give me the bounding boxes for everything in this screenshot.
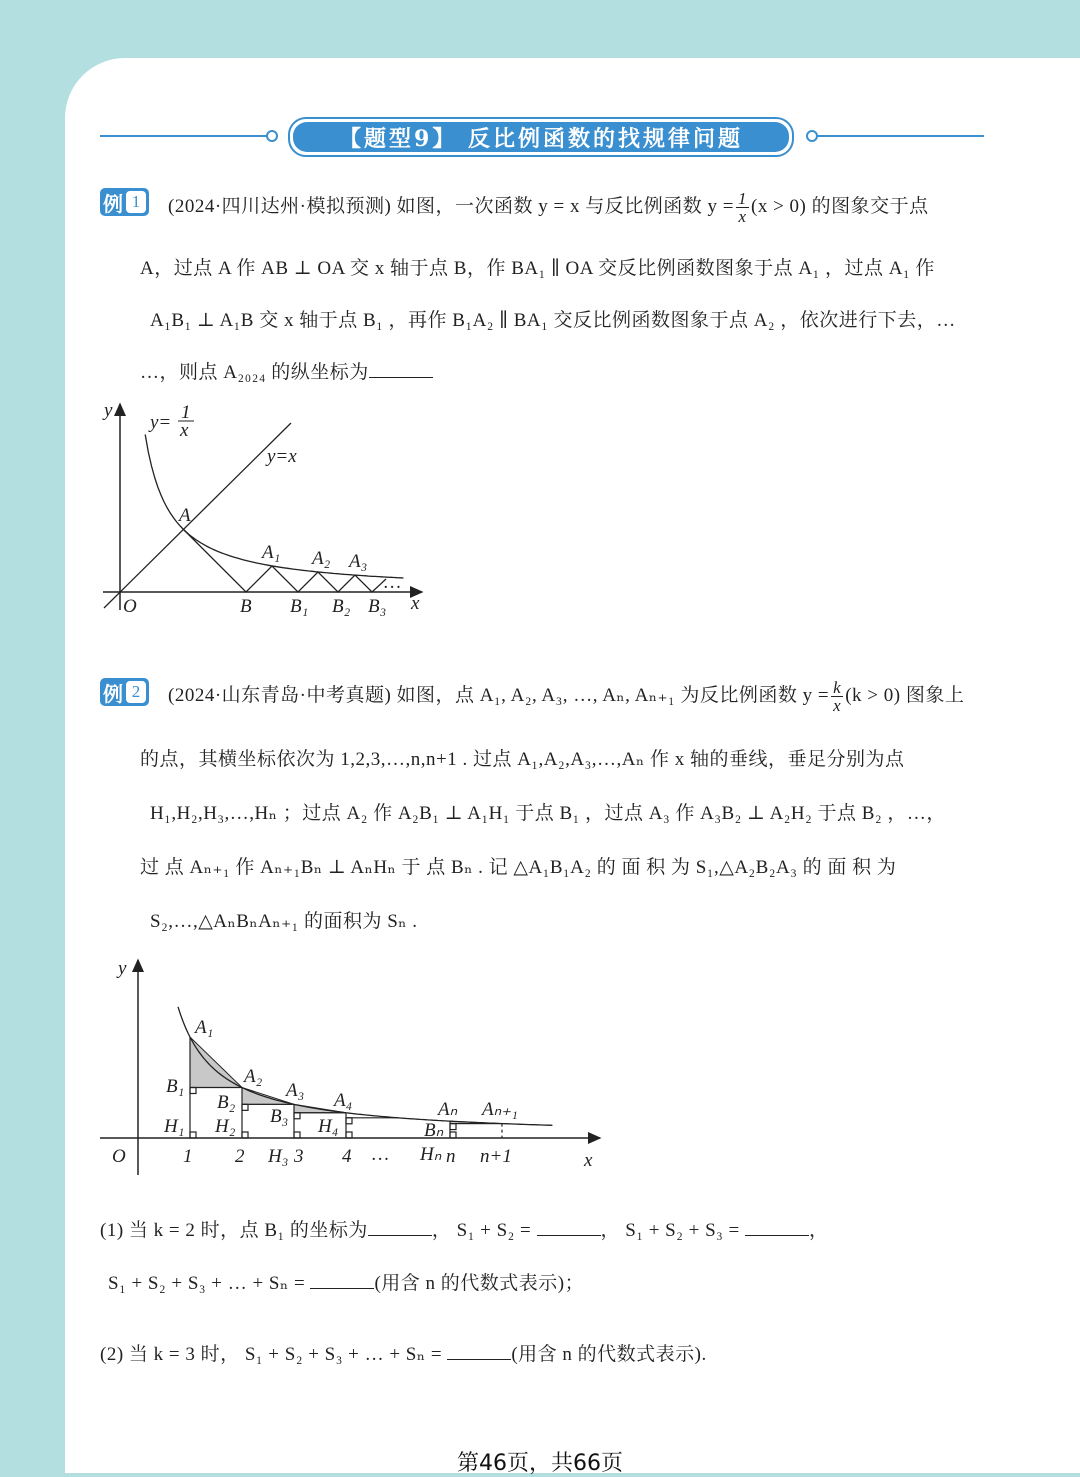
answer-blank-s12[interactable] <box>537 1218 601 1236</box>
tick-n-plus-1: n+1 <box>480 1146 512 1167</box>
shaded-triangle <box>190 1037 242 1088</box>
example-number: 1 <box>126 191 146 213</box>
point-B3: B₃ <box>368 596 387 617</box>
right-angle-mark <box>190 1132 196 1138</box>
point-A1: A₁ <box>262 542 281 563</box>
text: (用含 n 的代数式表示). <box>511 1344 707 1365</box>
page-number: 第46页，共66页 <box>457 1451 623 1476</box>
point-H3: H₃ <box>268 1146 289 1167</box>
ex1-line4 <box>140 357 433 384</box>
origin-label: O <box>112 1146 126 1167</box>
y-axis-label: y <box>118 958 127 979</box>
curve-label-den: x <box>180 420 189 441</box>
curve-label-num: 1 <box>181 402 191 423</box>
x-axis-label: x <box>584 1150 593 1171</box>
point-A2: A₂ <box>312 548 331 569</box>
point-An: Aₙ <box>438 1099 458 1120</box>
tick-ellipsis: … <box>372 1144 389 1165</box>
point-Hn: Hₙ <box>420 1144 442 1165</box>
fraction <box>831 679 843 714</box>
x-axis-label: x <box>411 593 420 614</box>
tick-4: 4 <box>342 1146 352 1167</box>
point-B3: B₃ <box>270 1106 289 1127</box>
point-H4: H₄ <box>318 1116 339 1137</box>
answer-blank-sn[interactable] <box>310 1271 374 1289</box>
right-angle-mark <box>294 1132 300 1138</box>
point-A3: A₃ <box>349 551 368 572</box>
point-B: B <box>240 596 252 617</box>
section-title: 【题型9】 反比例函数的找规律问题 <box>293 122 789 152</box>
ex2-line5: S₂,…,△AₙBₙAₙ₊₁ 的面积为 Sₙ . <box>150 911 418 932</box>
frac-num: 1 <box>738 189 747 208</box>
text: S₁ + S₂ + S₃ + … + Sₙ = <box>108 1273 306 1294</box>
example-tag <box>100 188 149 216</box>
line-label: y=x <box>267 446 297 467</box>
text: ， S₁ + S₂ + S₃ = <box>600 1220 740 1241</box>
answer-blank[interactable] <box>369 360 433 378</box>
right-angle-mark <box>242 1132 248 1138</box>
text: (2024·山东青岛·中考真题) 如图，点 A₁, A₂, A₃, …, Aₙ, Aₙ₊₁ 为反比例函数 y = <box>168 684 830 706</box>
line-y-equals-x <box>104 423 291 608</box>
question-2 <box>100 1339 707 1366</box>
question-1-line2 <box>108 1268 584 1295</box>
text: ， S₁ + S₂ = <box>431 1220 532 1241</box>
banner-rule-left <box>100 135 268 137</box>
frac-den: x <box>833 696 842 715</box>
text: (用含 n 的代数式表示)； <box>374 1273 585 1294</box>
ex1-line3: A₁B₁ ⊥ A₁B 交 x 轴于点 B₁ ，再作 B₁A₂ ∥ BA₁ 交反比例函数图象于点 A₂ ，依次进行下去，… <box>150 310 956 331</box>
curve-label: y= <box>150 412 172 433</box>
frac-num: k <box>833 678 842 697</box>
point-A2: A₂ <box>244 1066 263 1087</box>
point-B1: B₁ <box>290 596 309 617</box>
ex2-line3: H₁,H₂,H₃,…,Hₙ ；过点 A₂ 作 A₂B₁ ⊥ A₁H₁ 于点 B₁ ，过点 A₃ 作 A₃B₂ ⊥ A₂H₂ 于点 B₂ ，…， <box>150 803 946 824</box>
y-axis-label: y <box>104 400 113 421</box>
right-angle-mark <box>294 1113 300 1119</box>
ex2-line1 <box>168 679 964 714</box>
tick-n: n <box>446 1146 456 1167</box>
question-1-line1 <box>100 1215 829 1242</box>
text: ， <box>808 1220 829 1241</box>
ex1-line2: A，过点 A 作 AB ⊥ OA 交 x 轴于点 B，作 BA₁ ∥ OA 交反比例函数图象于点 A₁ ，过点 A₁ 作 <box>140 258 935 279</box>
banner-rule-right <box>816 135 984 137</box>
ex1-line1 <box>168 190 929 225</box>
section-banner <box>288 117 794 157</box>
answer-blank-s123[interactable] <box>745 1218 809 1236</box>
figure-2 <box>0 950 620 1180</box>
point-A3: A₃ <box>286 1080 305 1101</box>
point-An1: Aₙ₊₁ <box>482 1099 518 1120</box>
point-B2: B₂ <box>332 596 351 617</box>
example-label: 例 <box>103 683 123 706</box>
right-angle-mark <box>190 1088 196 1094</box>
ex2-line2: 的点，其横坐标依次为 1,2,3,…,n,n+1 . 过点 A₁,A₂,A₃,…,Aₙ 作 x 轴的垂线，垂足分别为点 <box>140 749 905 770</box>
point-H1: H₁ <box>164 1116 185 1137</box>
point-A4: A₄ <box>334 1090 353 1111</box>
point-A: A <box>179 505 191 526</box>
figure-1 <box>0 395 440 625</box>
point-B1: B₁ <box>166 1076 185 1097</box>
point-H2: H₂ <box>215 1116 236 1137</box>
point-Bn: Bₙ <box>424 1120 444 1141</box>
example-tag <box>100 678 149 706</box>
fraction <box>736 190 749 225</box>
ellipsis: … <box>384 572 401 593</box>
text: …，则点 A₂₀₂₄ 的纵坐标为 <box>140 362 369 383</box>
text: (2) 当 k = 3 时， S₁ + S₂ + S₃ + … + Sₙ = <box>100 1344 443 1365</box>
right-angle-mark <box>346 1118 352 1124</box>
right-angle-mark <box>346 1132 352 1138</box>
frac-den: x <box>738 207 747 226</box>
tick-3: 3 <box>294 1146 304 1167</box>
answer-blank-b1[interactable] <box>368 1218 432 1236</box>
example-label: 例 <box>103 193 123 216</box>
answer-blank-q2[interactable] <box>447 1342 511 1360</box>
ex2-line4: 过 点 Aₙ₊₁ 作 Aₙ₊₁Bₙ ⊥ AₙHₙ 于 点 Bₙ . 记 △A₁B₁A₂ 的 面 积 为 S₁,△A₂B₂A₃ 的 面 积 为 <box>140 857 897 878</box>
example-number: 2 <box>126 681 146 703</box>
point-B2: B₂ <box>217 1092 236 1113</box>
right-angle-mark <box>450 1132 456 1138</box>
text: (1) 当 k = 2 时，点 B₁ 的坐标为 <box>100 1220 368 1241</box>
text: (k > 0) 图象上 <box>845 684 965 706</box>
banner-ring-left <box>266 130 278 142</box>
right-angle-mark <box>450 1124 456 1130</box>
text: (x > 0) 的图象交于点 <box>751 195 929 217</box>
tick-2: 2 <box>235 1146 245 1167</box>
tick-1: 1 <box>183 1146 193 1167</box>
text: (2024·四川达州·模拟预测) 如图，一次函数 y = x 与反比例函数 y = <box>168 195 734 217</box>
point-A1: A₁ <box>195 1017 214 1038</box>
origin-label: O <box>123 596 137 617</box>
right-angle-mark <box>242 1104 248 1110</box>
